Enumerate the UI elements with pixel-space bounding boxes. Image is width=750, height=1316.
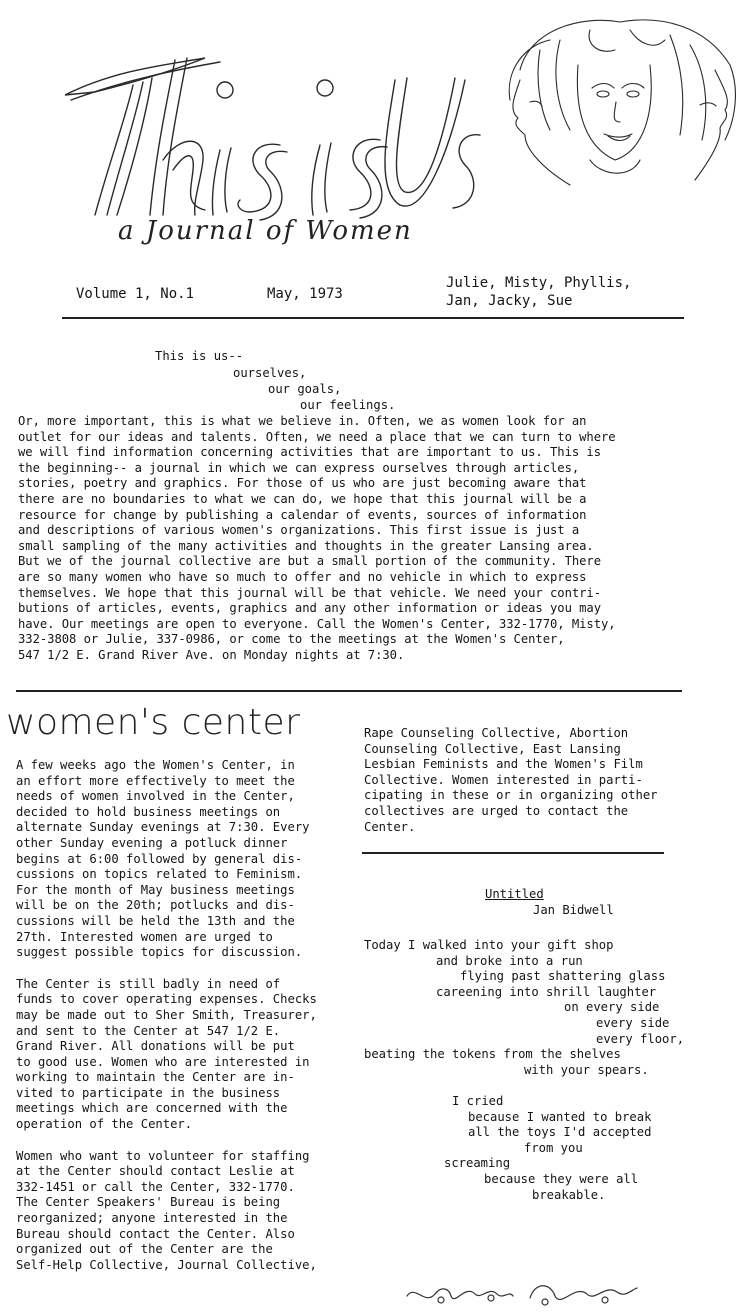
poem-line: every side xyxy=(596,1015,670,1030)
paragraph-line: For the month of May business meetings xyxy=(16,882,295,897)
paragraph-line: begins at 6:00 followed by general dis- xyxy=(16,851,303,866)
womens-center-column-2 xyxy=(364,726,734,835)
poem-line: careening into shrill laughter xyxy=(436,984,657,999)
column-divider xyxy=(362,852,664,854)
poem-line: every floor, xyxy=(596,1031,685,1046)
journal-subtitle: a Journal of Women xyxy=(118,216,413,246)
masthead-divider xyxy=(62,317,684,319)
paragraph-line: decided to hold business meetings on xyxy=(16,804,281,819)
paragraph-line: resource for change by publishing a calendar of events, sources of information xyxy=(18,507,587,522)
paragraph-line: Collective. Women interested in parti- xyxy=(364,772,643,787)
paragraph-line: 332-1451 or call the Center, 332-1770. xyxy=(16,1179,295,1194)
paragraph-line: and descriptions of various women's organizations. This first issue is just a xyxy=(18,523,580,538)
intro-line: our feelings. xyxy=(300,398,396,412)
poem-line: because they were all xyxy=(484,1171,639,1186)
poem-author: Jan Bidwell xyxy=(533,903,614,917)
collective-names-line-2: Jan, Jacky, Sue xyxy=(446,293,573,309)
poem-line xyxy=(364,1078,734,1094)
paragraph-line: reorganized; anyone interested in the xyxy=(16,1211,288,1226)
paragraph-line: the beginning-- a journal in which we can express ourselves through articles, xyxy=(18,460,580,475)
poem-line: because I wanted to break xyxy=(468,1109,652,1124)
poem-line: beating the tokens from the shelves xyxy=(364,1047,621,1062)
collective-names-line-1: Julie, Misty, Phyllis, xyxy=(446,275,632,291)
paragraph-line: an effort more effectively to meet the xyxy=(16,773,295,788)
poem-line: with your spears. xyxy=(524,1062,649,1077)
paragraph-line: needs of women involved in the Center, xyxy=(16,789,295,804)
poem-line: on every side xyxy=(564,1000,660,1015)
paragraph-line: small sampling of the many activities and thoughts in the greater Lansing area. xyxy=(18,538,594,553)
poem-line: I cried xyxy=(452,1093,504,1108)
paragraph-line: Or, more important, this is what we believe in. Often, we as women look for an xyxy=(18,414,587,428)
paragraph-line: are so many women who have so much to offer and no vehicle in which to express xyxy=(18,569,587,584)
intro-line: our goals, xyxy=(268,382,342,396)
paragraph-line: A few weeks ago the Women's Center, in xyxy=(16,758,295,772)
paragraph-line: we will find information concerning activities that are important to us. This is xyxy=(18,445,602,460)
paragraph-line: cipating in these or in organizing other xyxy=(364,788,658,803)
paragraph-line: The Center is still badly in need of xyxy=(16,976,281,991)
poem-line: Today I walked into your gift shop xyxy=(364,938,614,952)
paragraph-line: organized out of the Center are the xyxy=(16,1242,273,1257)
intro-line: ourselves, xyxy=(233,366,307,380)
poem-line: flying past shattering glass xyxy=(460,969,666,984)
poem-line: and broke into a run xyxy=(436,953,583,968)
paragraph xyxy=(16,758,346,961)
paragraph xyxy=(16,977,346,1133)
paragraph-line: 547 1/2 E. Grand River Ave. on Monday nights at 7:30. xyxy=(18,647,405,662)
poem-title: Untitled xyxy=(485,887,544,901)
paragraph-line: Counseling Collective, East Lansing xyxy=(364,741,621,756)
intro-divider xyxy=(16,690,682,692)
paragraph-line: Self-Help Collective, Journal Collective, xyxy=(16,1257,317,1272)
paragraph-line: have. Our meetings are open to everyone. Call the Women's Center, 332-1770, Misty, xyxy=(18,616,616,631)
poem-line: screaming xyxy=(444,1156,511,1171)
paragraph-line: Center. xyxy=(364,819,416,834)
volume-number: Volume 1, No.1 xyxy=(76,286,195,302)
paragraph-line: Bureau should contact the Center. Also xyxy=(16,1226,295,1241)
paragraph-line: operation of the Center. xyxy=(16,1117,193,1132)
paragraph-line: alternate Sunday evenings at 7:30. Every xyxy=(16,820,310,835)
paragraph-line: there are no boundaries to what we can do, we hope that this journal will be a xyxy=(18,491,587,506)
poem-body xyxy=(364,938,734,1203)
paragraph-line: vited to participate in the business xyxy=(16,1085,281,1100)
paragraph-line: But we of the journal collective are but a small portion of the community. There xyxy=(18,554,602,569)
paragraph-line: funds to cover operating expenses. Checks xyxy=(16,992,317,1007)
poem-line: from you xyxy=(524,1140,583,1155)
paragraph-line: 332-3808 or Julie, 337-0986, or come to the meetings at the Women's Center, xyxy=(18,632,565,647)
intro-paragraph xyxy=(18,414,734,664)
paragraph-line: collectives are urged to contact the xyxy=(364,803,629,818)
poem-line: breakable. xyxy=(532,1187,606,1202)
issue-date: May, 1973 xyxy=(267,286,343,302)
paragraph-line: The Center Speakers' Bureau is being xyxy=(16,1195,281,1210)
paragraph-line: Women who want to volunteer for staffing xyxy=(16,1148,310,1163)
paragraph-line: cussions on topics related to Feminism. xyxy=(16,867,303,882)
paragraph-line: meetings which are concerned with the xyxy=(16,1101,288,1116)
paragraph-line: suggest possible topics for discussion. xyxy=(16,945,303,960)
womens-center-heading: women's center xyxy=(6,702,301,743)
intro-line: This is us-- xyxy=(155,349,244,363)
paragraph-line: 27th. Interested women are urged to xyxy=(16,929,273,944)
paragraph-line: themselves. We hope that this journal will be that vehicle. We need your contri- xyxy=(18,585,602,600)
paragraph-line: may be made out to Sher Smith, Treasurer, xyxy=(16,1007,317,1022)
paragraph-line: Lesbian Feminists and the Women's Film xyxy=(364,757,643,772)
paragraph-line: will be on the 20th; potlucks and dis- xyxy=(16,898,295,913)
journal-title-logo xyxy=(55,40,485,225)
paragraph-line: to good use. Women who are interested in xyxy=(16,1054,310,1069)
paragraph-line: and sent to the Center at 547 1/2 E. xyxy=(16,1023,281,1038)
paragraph-line: working to maintain the Center are in- xyxy=(16,1070,295,1085)
paragraph-line: cussions will be held the 13th and the xyxy=(16,913,295,928)
paragraph-line: at the Center should contact Leslie at xyxy=(16,1164,295,1179)
decorative-doodle xyxy=(405,1276,640,1312)
paragraph-line: outlet for our ideas and talents. Often, we need a place that we can turn to where xyxy=(18,429,616,444)
paragraph-line: butions of articles, events, graphics and any other information or ideas you may xyxy=(18,601,602,616)
paragraph-line: other Sunday evening a potluck dinner xyxy=(16,835,288,850)
paragraph-line: Grand River. All donations will be put xyxy=(16,1039,295,1054)
womens-center-column-1 xyxy=(16,758,346,1273)
poem-line: all the toys I'd accepted xyxy=(468,1125,652,1140)
three-women-faces-drawing xyxy=(490,10,745,200)
paragraph-line: stories, poetry and graphics. For those of us who are just becoming aware that xyxy=(18,476,587,491)
paragraph-line: Rape Counseling Collective, Abortion xyxy=(364,726,629,740)
paragraph xyxy=(16,1149,346,1274)
